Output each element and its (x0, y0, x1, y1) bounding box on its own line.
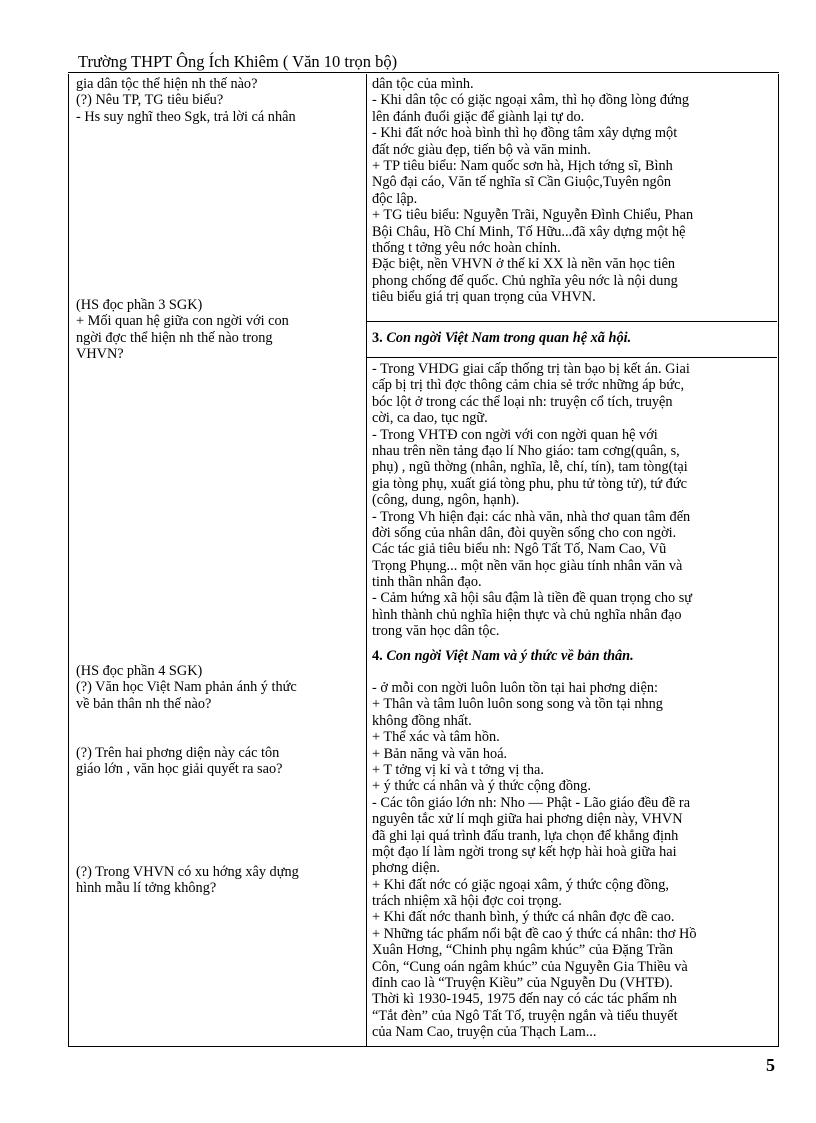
right-text-line: Ngô đại cáo, Văn tế nghĩa sĩ Cần Giuộc,Tuyên ngôn (372, 174, 672, 191)
right-text-line: không đồng nhất. (372, 712, 472, 729)
right-text-line: cời, ca dao, tục ngữ. (372, 410, 488, 427)
right-block-1 (372, 76, 771, 305)
right-text-line: đã ghi lại quá trình đấu tranh, lựa chọn để khẳng định (372, 827, 679, 844)
column-divider (366, 74, 367, 1047)
right-text-line: nhau trên nền tảng đạo lí Nho giáo: tam cơng(quân, s, (372, 442, 680, 459)
left-block-5 (76, 864, 360, 897)
right-text-line: Bội Châu, Hồ Chí Minh, Tố Hữu...đã xây dựng một hệ (372, 223, 686, 240)
right-text-line: phong chống đế quốc. Chủ nghĩa yêu nớc là nội dung (372, 272, 678, 289)
section-3-heading (372, 330, 771, 346)
right-text-line: (công, dung, ngôn, hạnh). (372, 492, 520, 509)
right-text-line: + Thân và tâm luôn luôn song song và tồn tại nhng (372, 696, 663, 713)
section-4-title: Con ngời Việt Nam và ý thức về bản thân. (386, 648, 634, 664)
right-text-line: + Khi đất nớc thanh bình, ý thức cá nhân đợc đề cao. (372, 909, 675, 926)
left-text-line: (?) Nêu TP, TG tiêu biểu? (76, 92, 224, 109)
right-text-line: thống t tởng yêu nớc hoàn chỉnh. (372, 239, 561, 256)
right-text-line: + TP tiêu biểu: Nam quốc sơn hà, Hịch tớng sĩ, Bình (372, 157, 673, 174)
left-text-line: - Hs suy nghĩ theo Sgk, trả lời cá nhân (76, 108, 296, 125)
right-block-4 (372, 680, 771, 1041)
section-4-number: 4. (372, 648, 383, 664)
right-text-line: đời sống của nhân dân, đòi quyền sống cho con ngời. (372, 524, 677, 541)
right-text-line: - Các tôn giáo lớn nh: Nho — Phật - Lão giáo đều đề ra (372, 794, 691, 811)
section-4-heading (372, 648, 771, 664)
right-text-line: - Trong Vh hiện đại: các nhà văn, nhà thơ quan tâm đến (372, 508, 691, 525)
right-text-line: nguyên tắc xử lí mqh giữa hai phơng diện này, VHVN (372, 811, 683, 828)
right-text-line: phơng diện. (372, 860, 440, 877)
left-text-line: (?) Trong VHVN có xu hớng xây dựng (76, 864, 299, 880)
left-text-line: (HS đọc phần 3 SGK) (76, 297, 203, 313)
left-block-1 (76, 76, 360, 125)
right-text-line: dân tộc của mình. (372, 76, 474, 92)
right-text-line: + Những tác phẩm nổi bật đề cao ý thức cá nhân: thơ Hồ (372, 925, 697, 942)
left-text-line: ngời đợc thể hiện nh thế nào trong (76, 329, 273, 346)
right-text-line: lên đánh đuổi giặc để giành lại tự do. (372, 108, 585, 125)
left-block-4 (76, 745, 360, 778)
right-text-line: “Tắt đèn” của Ngô Tất Tố, truyện ngắn và tiểu thuyết (372, 1007, 678, 1024)
right-text-line: đất nớc giàu đẹp, tiến bộ và văn minh. (372, 141, 591, 158)
left-text-line: (HS đọc phần 4 SGK) (76, 663, 203, 679)
left-text-line: hình mẫu lí tởng không? (76, 880, 217, 897)
left-block-2 (76, 297, 360, 363)
header-rule (68, 72, 779, 73)
right-text-line: của Nam Cao, truyện của Thạch Lam... (372, 1024, 597, 1041)
right-text-line: Côn, “Cung oán ngâm khúc” của Nguyễn Gia Thiều và (372, 958, 688, 975)
right-text-line: độc lập. (372, 190, 418, 207)
right-text-line: + Bản năng và văn hoá. (372, 745, 508, 762)
left-text-line: (?) Trên hai phơng diện này các tôn (76, 745, 280, 761)
page-number: 5 (766, 1055, 775, 1075)
right-text-line: đỉnh cao là “Truyện Kiều” của Nguyễn Du (VHTĐ). (372, 975, 673, 992)
right-text-line: - ở mỗi con ngời luôn luôn tồn tại hai phơng diện: (372, 680, 658, 696)
right-text-line: + Thể xác và tâm hồn. (372, 729, 500, 746)
right-text-line: - Khi dân tộc có giặc ngoại xâm, thì họ đồng lòng đứng (372, 92, 690, 109)
right-text-line: phụ) , ngũ thờng (nhân, nghĩa, lễ, chí, tín), tam tòng(tại (372, 459, 688, 476)
right-text-line: bóc lột ở trong các thể loại nh: truyện cổ tích, truyện (372, 393, 673, 410)
right-block-3 (372, 361, 771, 640)
section-3-number: 3. (372, 330, 383, 346)
row-rule (367, 321, 777, 322)
right-text-line: Đặc biệt, nền VHVN ở thế kỉ XX là nền văn học tiên (372, 256, 676, 273)
right-text-line: tiêu biểu giá trị quan trọng của VHVN. (372, 289, 596, 306)
page-header-title: Trường THPT Ông Ích Khiêm ( Văn 10 trọn bộ) (78, 52, 398, 71)
right-text-line: một đạo lí làm ngời trong sự kết hợp hài hoà giữa hai (372, 843, 677, 860)
right-text-line: - Cảm hứng xã hội sâu đậm là tiền đề quan trọng cho sự (372, 590, 693, 607)
right-text-line: Thời kì 1930-1945, 1975 đến nay có các tác phẩm nh (372, 991, 677, 1008)
row-rule (367, 357, 777, 358)
right-text-line: - Trong VHDG giai cấp thống trị tàn bạo bị kết án. Giai (372, 361, 690, 377)
right-text-line: - Trong VHTĐ con ngời với con ngời quan hệ với (372, 426, 658, 443)
right-text-line: trong văn học dân tộc. (372, 623, 500, 640)
right-text-line: hình thành chủ nghĩa hiện thực và chủ nghĩa nhân đạo (372, 606, 682, 623)
right-text-line: Các tác giả tiêu biểu nh: Ngô Tất Tố, Nam Cao, Vũ (372, 541, 667, 558)
right-text-line: + ý thức cá nhân và ý thức cộng đồng. (372, 778, 591, 795)
left-text-line: giáo lớn , văn học giải quyết ra sao? (76, 761, 283, 778)
right-text-line: trách nhiệm xã hội đợc coi trọng. (372, 893, 562, 910)
right-text-line: + T tởng vị kỉ và t tởng vị tha. (372, 761, 544, 778)
left-text-line: gia dân tộc thể hiện nh thế nào? (76, 76, 258, 92)
left-block-3 (76, 663, 360, 712)
right-text-line: Xuân Hơng, “Chinh phụ ngâm khúc” của Đặng Trần (372, 942, 673, 959)
right-text-line: Trọng Phụng... một nền văn học giàu tính nhân văn và (372, 557, 683, 574)
right-text-line: - Khi đất nớc hoà bình thì họ đồng tâm xây dựng một (372, 125, 678, 142)
section-3-title: Con ngời Việt Nam trong quan hệ xã hội. (386, 330, 632, 346)
left-text-line: + Mối quan hệ giữa con ngời với con (76, 313, 289, 330)
left-text-line: về bản thân nh thế nào? (76, 695, 212, 712)
right-text-line: tinh thần nhân đạo. (372, 574, 482, 591)
right-text-line: gia tòng phụ, xuất giá tòng phu, phu tử tòng tử), tứ đức (372, 475, 687, 492)
right-text-line: + TG tiêu biểu: Nguyễn Trãi, Nguyễn Đình Chiểu, Phan (372, 207, 694, 224)
right-text-line: cấp bị trị thì đợc thông cảm chia sẻ trớc những áp bức, (372, 377, 685, 394)
left-text-line: (?) Văn học Việt Nam phản ánh ý thức (76, 679, 297, 696)
right-text-line: + Khi đất nớc có giặc ngoại xâm, ý thức cộng đồng, (372, 876, 669, 893)
left-text-line: VHVN? (76, 346, 124, 363)
